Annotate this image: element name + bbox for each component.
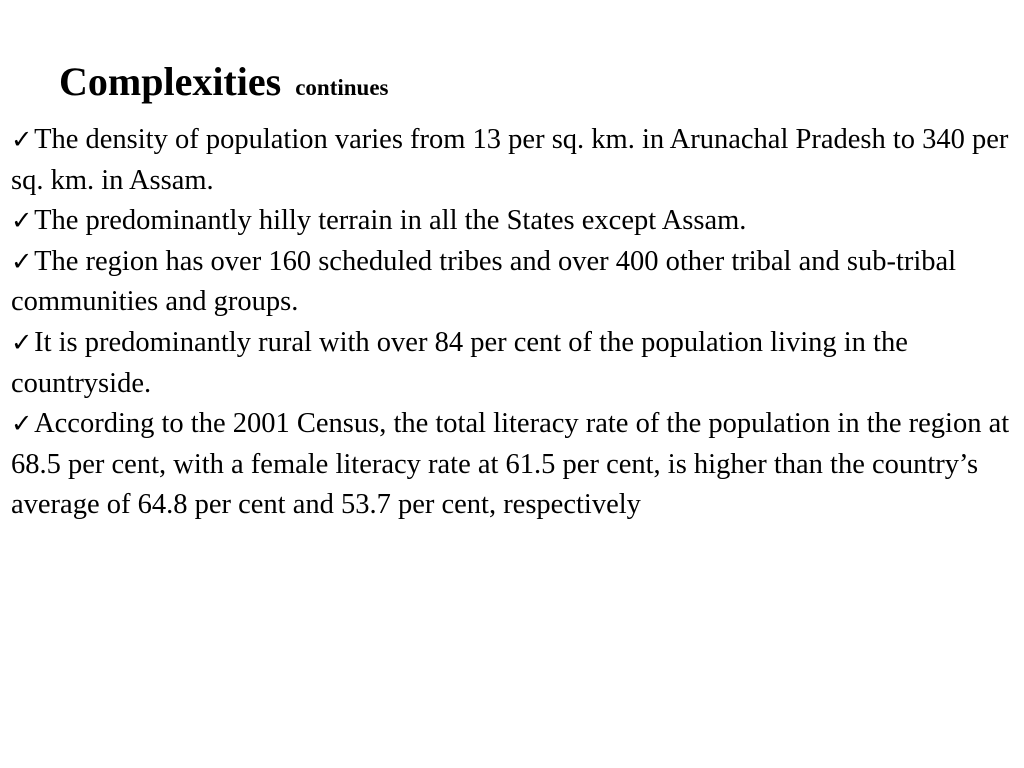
slide-title: Complexities <box>59 59 282 104</box>
bullet-list <box>11 120 1016 526</box>
slide-subtitle: continues <box>295 75 389 100</box>
bullet-item <box>11 201 1016 242</box>
check-icon: ✓ <box>11 125 33 155</box>
bullet-text: The predominantly hilly terrain in all the States except Assam. <box>34 205 747 237</box>
bullet-text: According to the 2001 Census, the total literacy rate of the population in the region at 68.5 per cent, with a female literacy rate at 61.5 per cent, is higher than the country’s average of 64.8 per cent and 53.7 per cent, respectively <box>11 408 1010 521</box>
bullet-item <box>11 323 1016 404</box>
bullet-text: The density of population varies from 13 per sq. km. in Arunachal Pradesh to 340 per sq. km. in Assam. <box>11 124 1009 196</box>
bullet-text: It is predominantly rural with over 84 per cent of the population living in the countryside. <box>11 326 908 399</box>
bullet-item <box>11 242 1016 323</box>
check-icon: ✓ <box>11 246 33 277</box>
bullet-text: The region has over 160 scheduled tribes and over 400 other tribal and sub-tribal communities and groups. <box>11 245 957 318</box>
bullet-item <box>11 120 1016 201</box>
check-icon: ✓ <box>11 409 33 440</box>
slide-title-row <box>59 56 388 108</box>
check-icon: ✓ <box>11 206 33 237</box>
bullet-item <box>11 404 1016 526</box>
check-icon: ✓ <box>11 327 33 358</box>
